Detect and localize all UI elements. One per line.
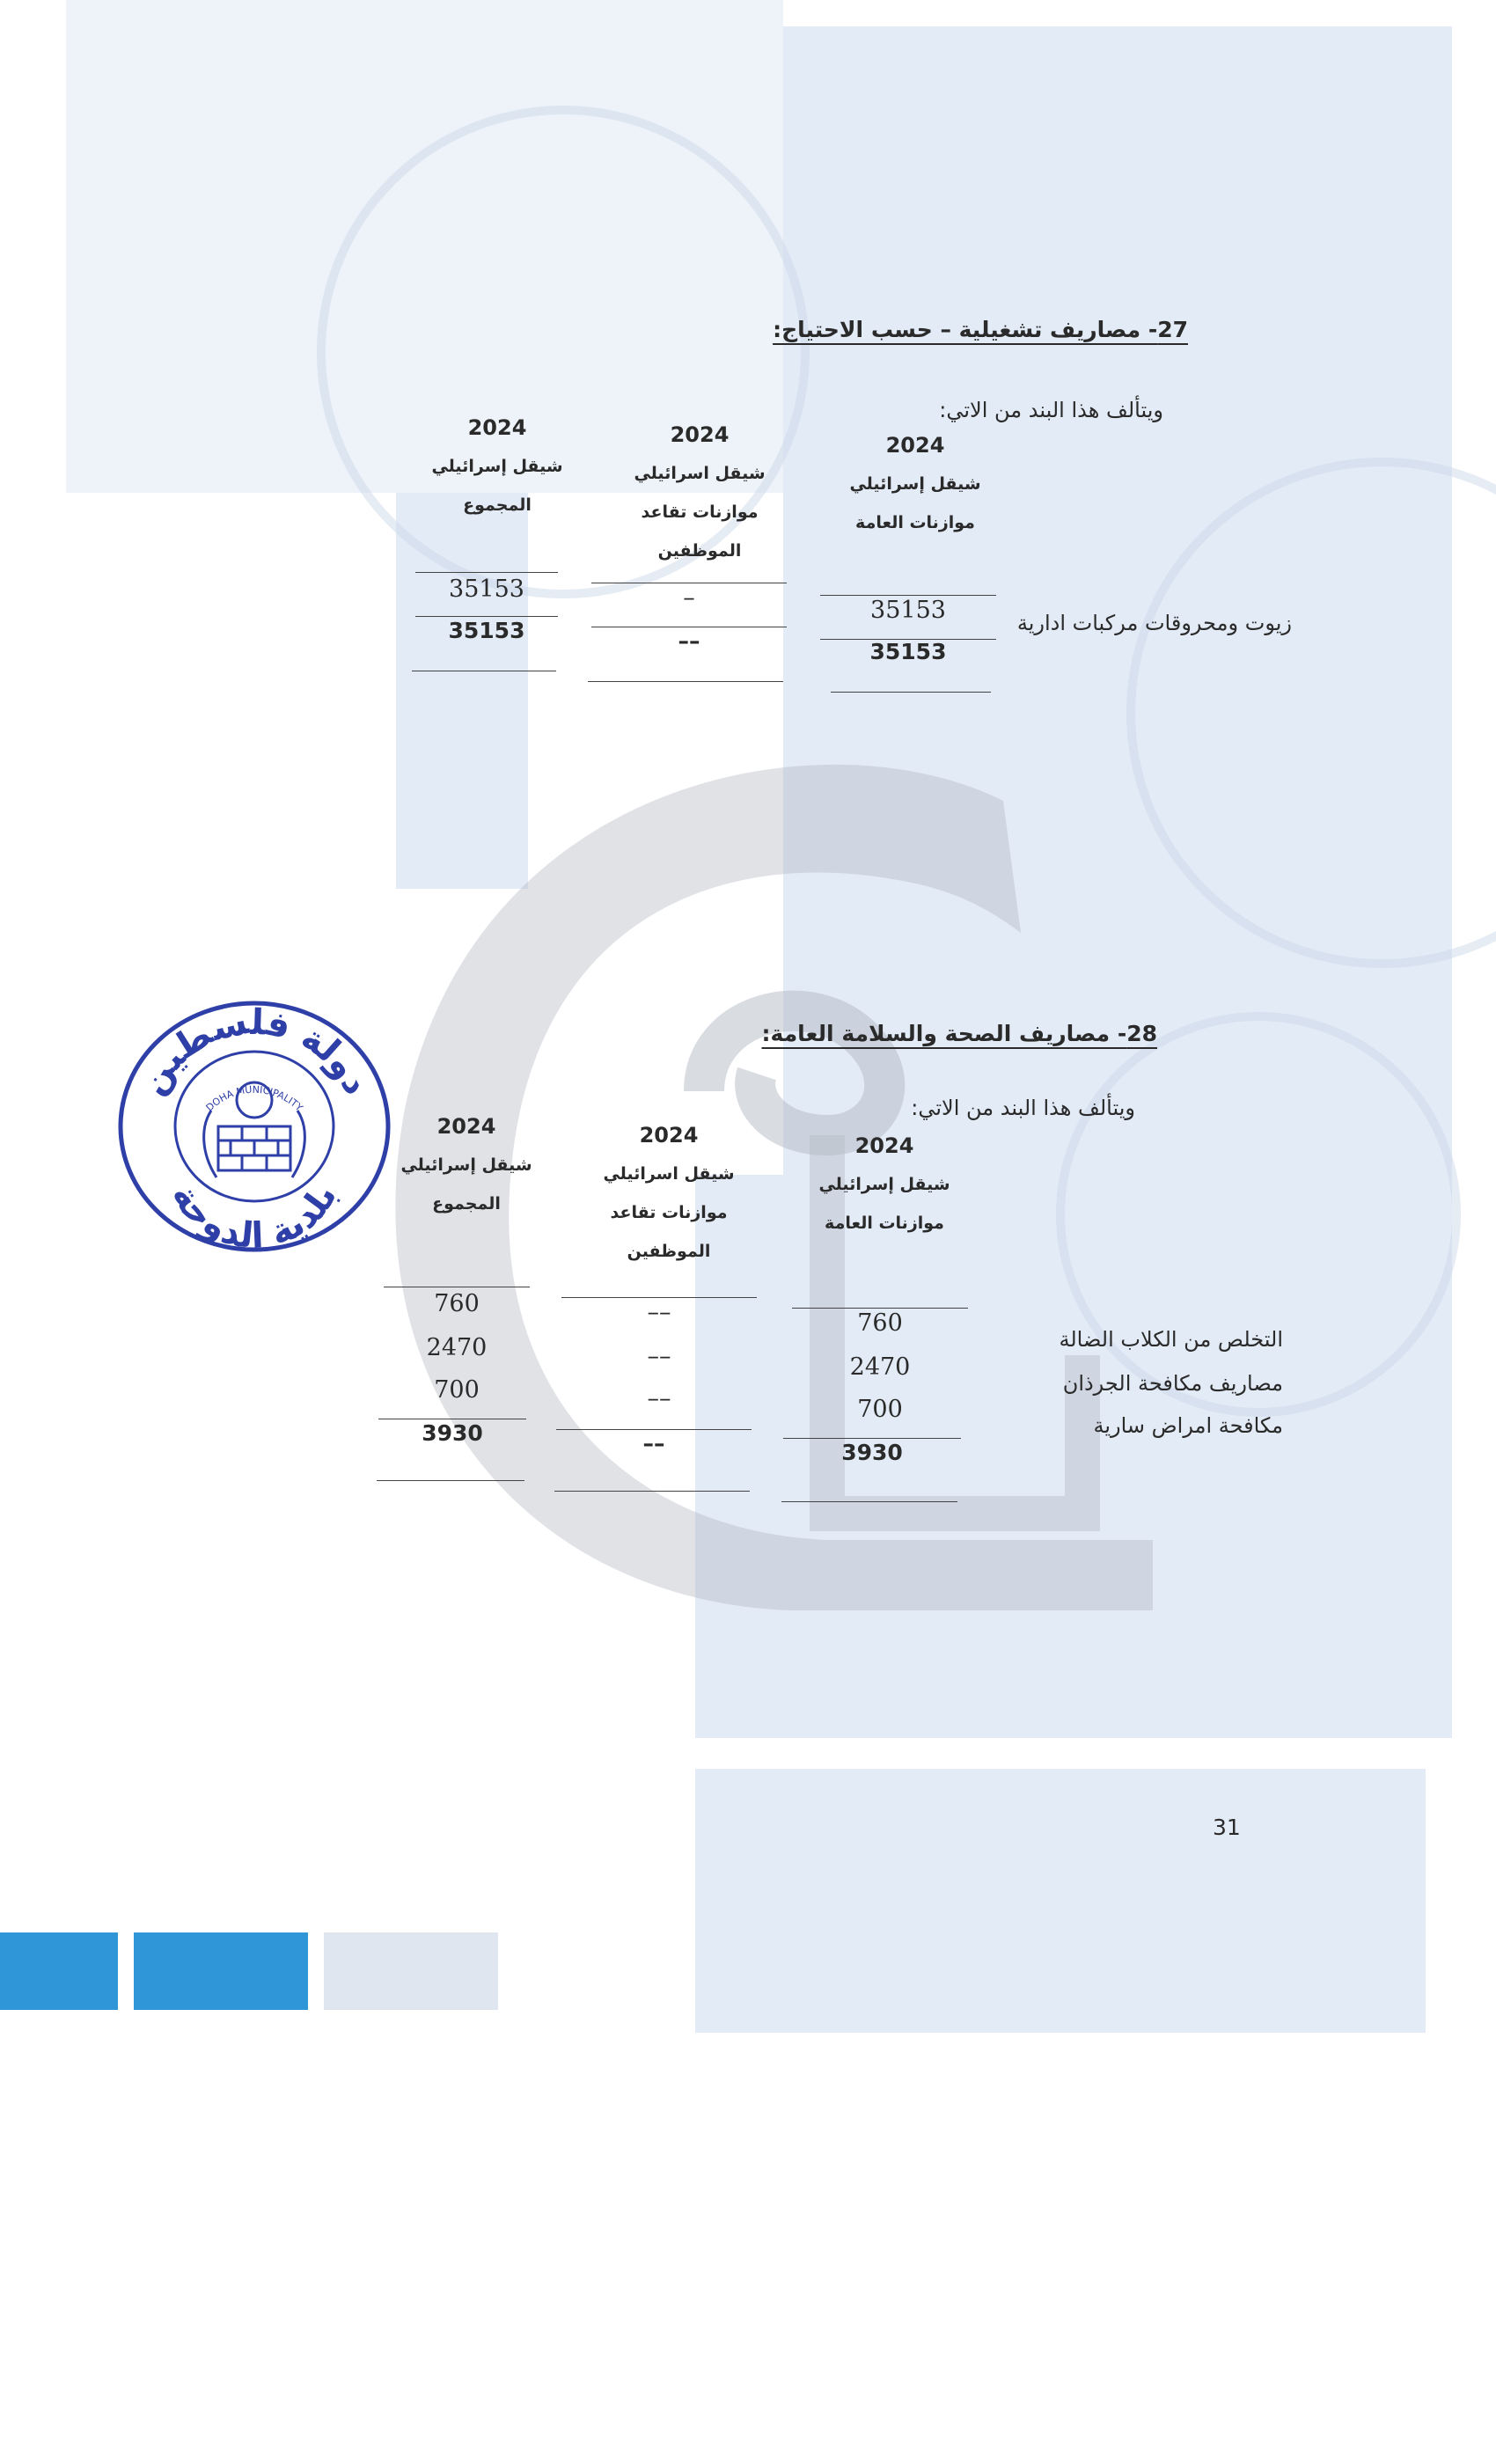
note-28-row-general: 700 xyxy=(857,1396,903,1423)
svg-text:DOHA MUNICIPALITY: DOHA MUNICIPALITY xyxy=(203,1083,305,1114)
note-27-title: 27- مصاريف تشغيلية – حسب الاحتياج: xyxy=(773,317,1188,342)
background-panel-bottom xyxy=(695,1769,1426,2033)
note-28-total-pension: –– xyxy=(642,1431,665,1456)
rule xyxy=(781,1501,957,1502)
note-28-header-pension: 2024 شيقل اسرائيلي موازنات تقاعد الموظفين xyxy=(603,1123,735,1261)
note-28-row-label: مكافحة امراض سارية xyxy=(1093,1413,1283,1438)
note-27-header-pension: 2024 شيقل اسرائيلي موازنات تقاعد الموظفين xyxy=(634,422,766,561)
note-28-row-pension: –– xyxy=(647,1385,671,1412)
note-28-total-total: 3930 xyxy=(422,1420,483,1446)
note-28-title: 28- مصاريف الصحة والسلامة العامة: xyxy=(761,1021,1157,1046)
municipality-stamp-icon xyxy=(113,994,396,1258)
note-27-intro: ويتألف هذا البند من الاتي: xyxy=(939,398,1163,422)
rule xyxy=(554,1491,750,1492)
footer-strip-block xyxy=(324,1932,498,2010)
rule xyxy=(783,1438,961,1439)
note-28-row-total: 760 xyxy=(434,1290,480,1317)
note-28-row-pension: –– xyxy=(647,1343,671,1370)
note-27-total-total: 35153 xyxy=(448,618,525,643)
note-28-row-general: 760 xyxy=(857,1309,903,1337)
note-28-header-general: 2024 شيقل إسرائيلي موازنات العامة xyxy=(818,1133,950,1233)
footer-strip-block xyxy=(134,1932,308,2010)
note-28-intro: ويتألف هذا البند من الاتي: xyxy=(911,1096,1135,1120)
note-27-row-total: 35153 xyxy=(449,576,524,603)
footer-strip-block xyxy=(0,1932,118,2010)
rule xyxy=(556,1429,752,1430)
note-28-row-total: 700 xyxy=(434,1376,480,1404)
note-27-row-label: زيوت ومحروقات مركبات ادارية xyxy=(1016,611,1292,635)
page-number: 31 xyxy=(1213,1815,1241,1840)
svg-text:دولة فلسطين: دولة فلسطين xyxy=(132,1001,378,1102)
note-28-row-total: 2470 xyxy=(426,1334,488,1361)
rule xyxy=(561,1297,757,1298)
rule xyxy=(415,572,558,573)
note-28-row-label: مصاريف مكافحة الجرذان xyxy=(1062,1371,1283,1396)
rule xyxy=(377,1480,524,1481)
svg-text:بلدية الدوحة: بلدية الدوحة xyxy=(163,1177,345,1257)
note-28-row-label: التخلص من الكلاب الضالة xyxy=(1059,1327,1283,1352)
note-27-row-general: 35153 xyxy=(870,597,946,624)
rule xyxy=(415,616,558,617)
note-27-header-total: 2024 شيقل إسرائيلي المجموع xyxy=(431,415,563,515)
rule xyxy=(820,595,996,596)
note-28-total-general: 3930 xyxy=(841,1440,903,1465)
rule xyxy=(588,681,783,682)
note-28-row-general: 2470 xyxy=(849,1353,911,1381)
note-27-row-pension: – xyxy=(683,584,695,612)
note-27-total-pension: –– xyxy=(678,628,700,654)
rule xyxy=(792,1308,968,1309)
note-28-row-pension: –– xyxy=(647,1299,671,1326)
rule xyxy=(831,692,991,693)
note-28-header-total: 2024 شيقل إسرائيلي المجموع xyxy=(400,1114,532,1214)
note-27-header-general: 2024 شيقل إسرائيلي موازنات العامة xyxy=(849,433,981,532)
note-27-total-general: 35153 xyxy=(869,639,947,664)
